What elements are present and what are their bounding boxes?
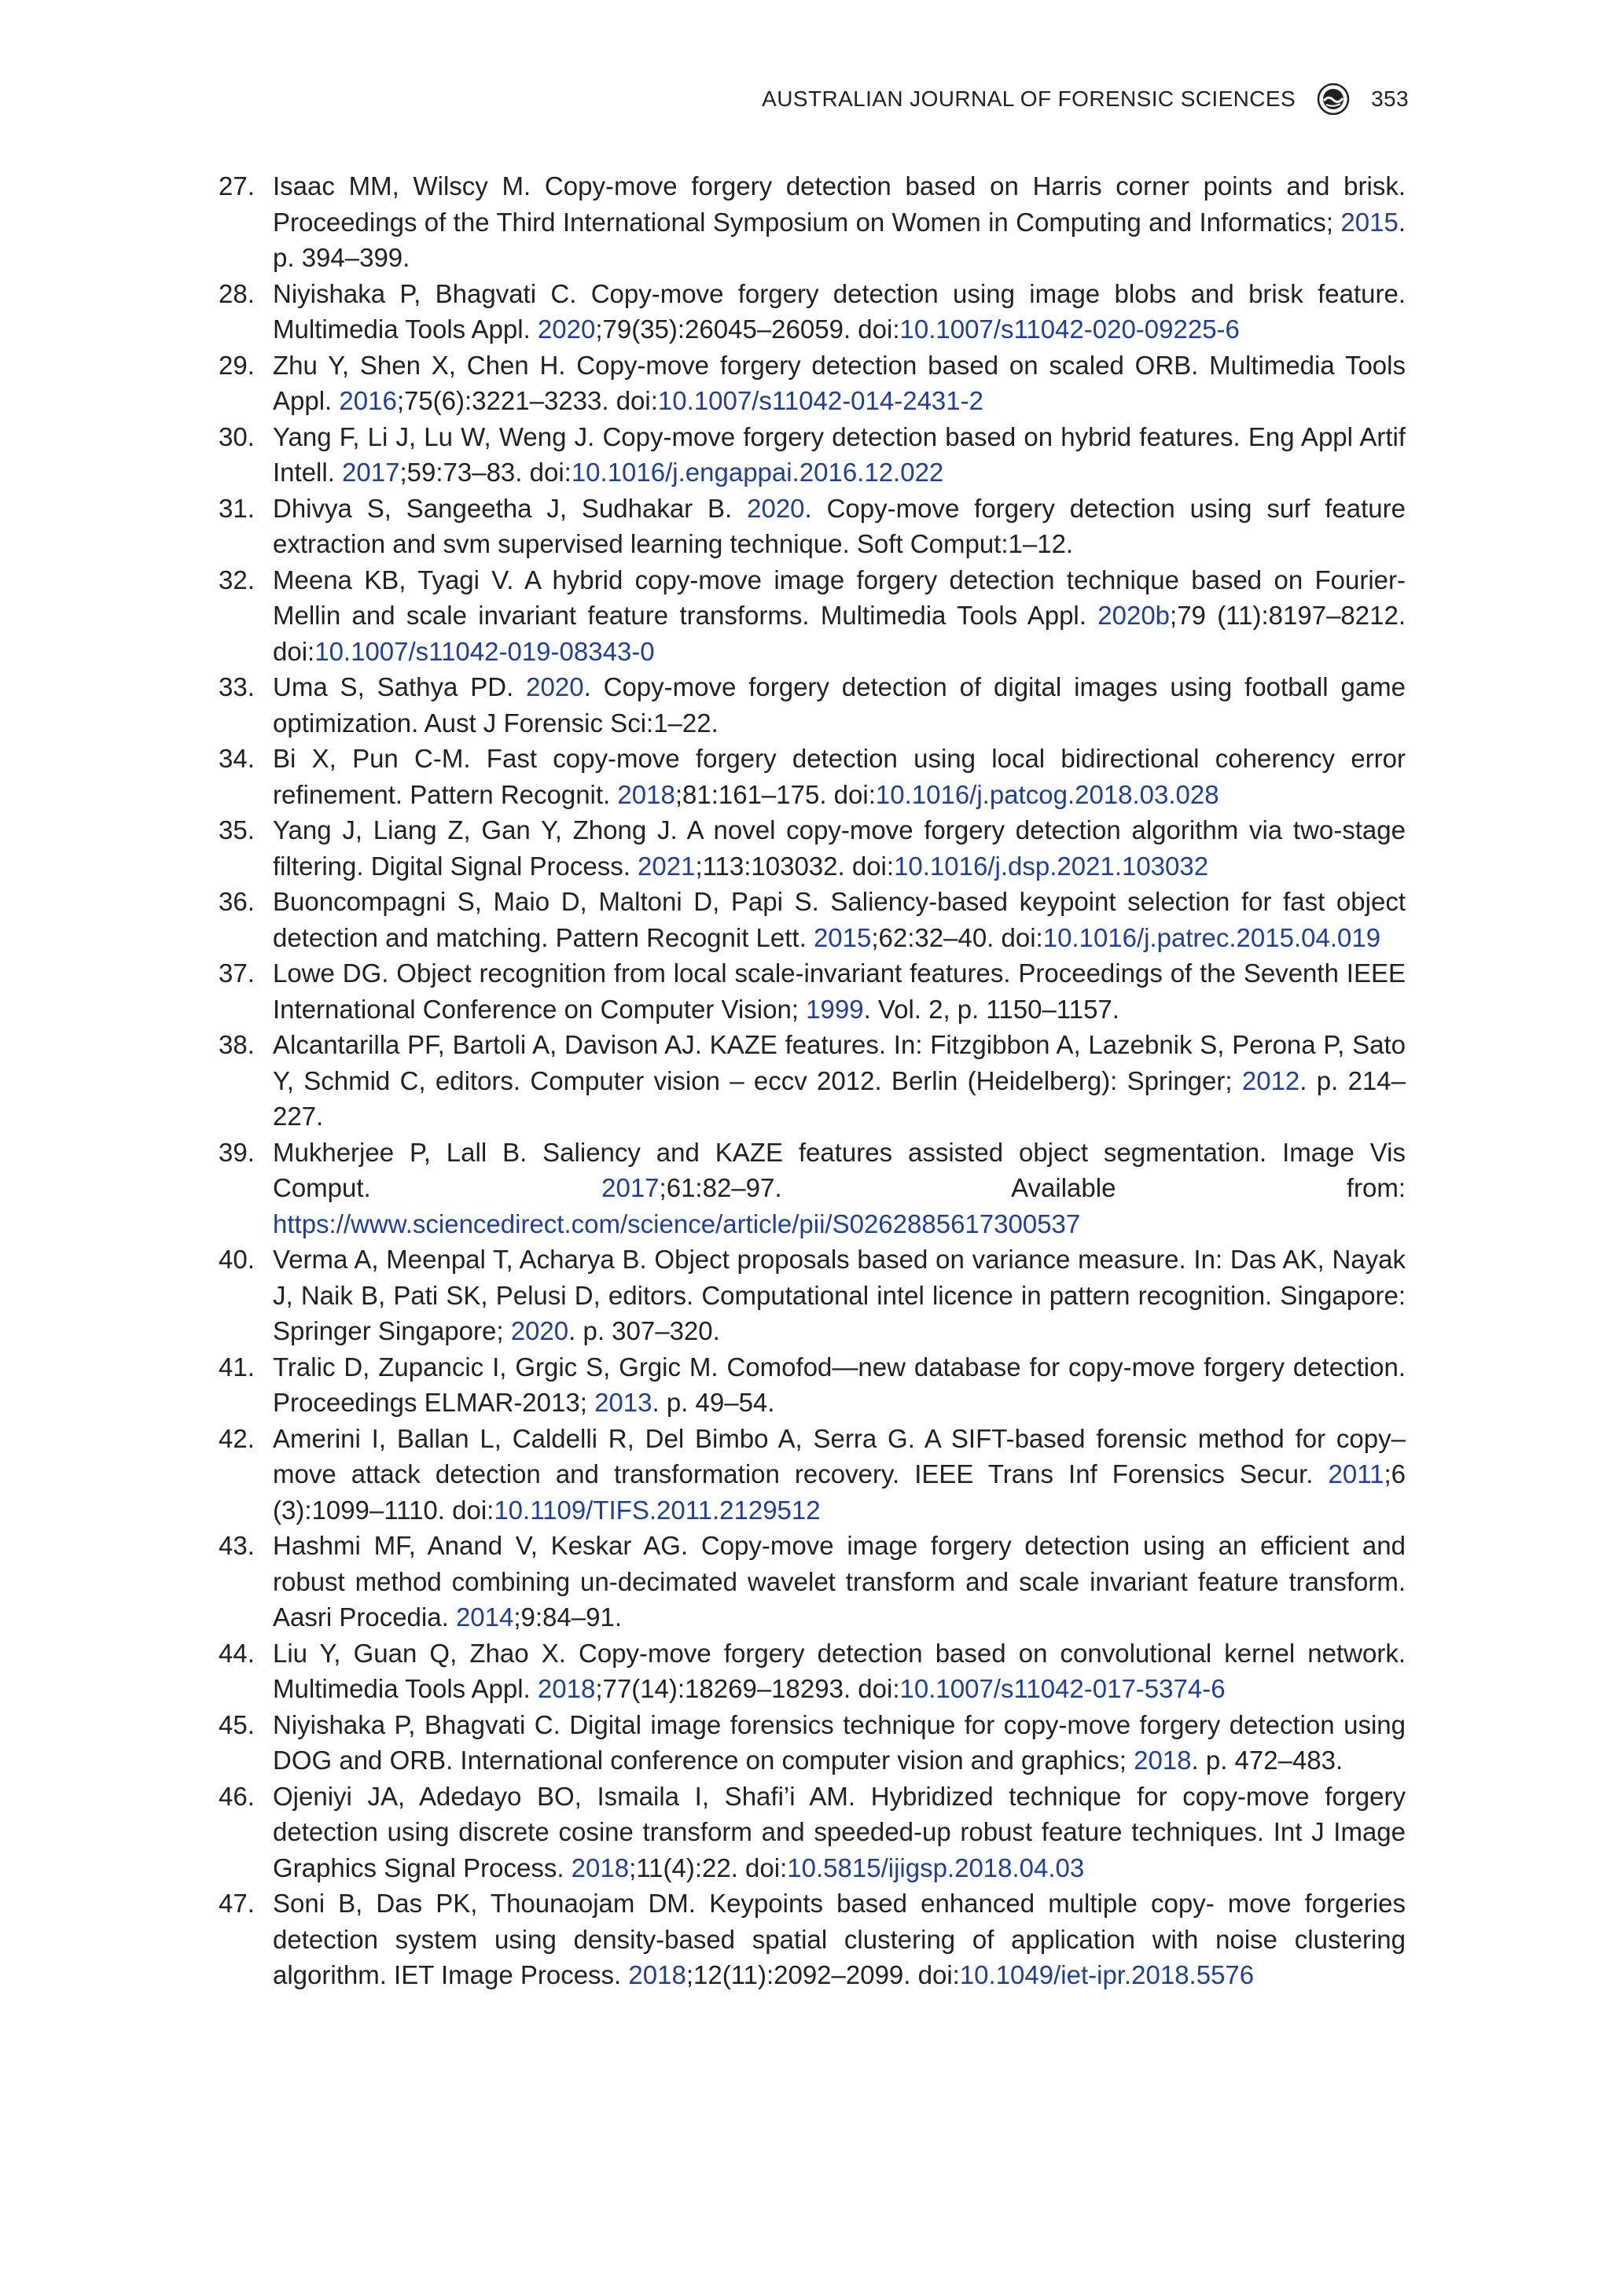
journal-title: AUSTRALIAN JOURNAL OF FORENSIC SCIENCES	[762, 86, 1296, 111]
reference-number: 44.	[219, 1638, 255, 1668]
reference-number: 40.	[219, 1245, 255, 1274]
reference-text-segment: ;59:73–83. doi:	[399, 458, 572, 487]
reference-link[interactable]: 2018	[571, 1853, 630, 1882]
reference-link[interactable]: 10.1007/s11042-020-09225-6	[899, 315, 1240, 344]
reference-text	[273, 1636, 1406, 1707]
reference-link[interactable]: 10.1016/j.patrec.2015.04.019	[1042, 922, 1381, 952]
reference-text	[273, 1779, 1406, 1886]
reference-link[interactable]: 10.1016/j.dsp.2021.103032	[894, 851, 1209, 881]
reference-number: 29.	[219, 350, 255, 380]
reference-item	[219, 1135, 1406, 1242]
reference-text-segment: ;61:82–97. Available from:	[659, 1173, 1406, 1202]
reference-item	[219, 741, 1406, 812]
reference-item	[219, 1242, 1406, 1349]
reference-link[interactable]: https://www.sciencedirect.com/science/article/pii/S0262885617300537	[273, 1209, 1081, 1238]
reference-text-segment: ;113:103032. doi:	[695, 851, 895, 881]
reference-number: 37.	[219, 959, 255, 988]
reference-text-segment: Ojeniyi JA, Adedayo BO, Ismaila I, Shafi’i AM. Hybridized technique for copy-move forgery detection using discrete cosine transform and speeded-up robust feature techniques. Int J Image Graphics Signal Process.	[273, 1781, 1406, 1882]
reference-item	[219, 1779, 1406, 1886]
reference-text-segment: Isaac MM, Wilscy M. Copy-move forgery detection based on Harris corner points and brisk. Proceedings of the Third International Symposium on Women in Computing and Informatics;	[273, 171, 1406, 237]
reference-link[interactable]: 2020	[510, 1316, 569, 1345]
reference-link[interactable]: 10.1109/TIFS.2011.2129512	[494, 1495, 821, 1525]
reference-text-segment: . p. 307–320.	[568, 1316, 720, 1345]
reference-text-segment: Amerini I, Ballan L, Caldelli R, Del Bimbo A, Serra G. A SIFT-based forensic method for copy–move attack detection and transformation recovery. IEEE Trans Inf Forensics Secur.	[273, 1423, 1406, 1488]
reference-text-segment: Niyishaka P, Bhagvati C. Digital image forensics technique for copy-move forgery detection using DOG and ORB. International conference on computer vision and graphics;	[273, 1709, 1406, 1775]
reference-text-segment: Verma A, Meenpal T, Acharya B. Object proposals based on variance measure. In: Das AK, Nayak J, Naik B, Pati SK, Pelusi D, editors. Computational intel licence in pattern recognition. Singapore: Springer Singapore;	[273, 1245, 1406, 1345]
reference-link[interactable]: 10.1007/s11042-019-08343-0	[314, 636, 655, 666]
reference-text-segment: ;77(14):18269–18293. doi:	[595, 1674, 900, 1703]
reference-text	[273, 1027, 1406, 1135]
reference-item	[219, 1027, 1406, 1135]
reference-item	[219, 1349, 1406, 1421]
reference-link[interactable]: 2018	[628, 1960, 686, 1989]
reference-number: 32.	[219, 565, 255, 594]
reference-text	[273, 1528, 1406, 1636]
reference-link[interactable]: 2014	[455, 1602, 514, 1632]
reference-link[interactable]: 2018	[1134, 1746, 1192, 1775]
reference-link[interactable]: 2020	[537, 315, 596, 344]
reference-text	[273, 1421, 1406, 1529]
reference-link[interactable]: 2020	[747, 493, 805, 523]
reference-item	[219, 1707, 1406, 1779]
running-header	[762, 82, 1409, 116]
page-number: 353	[1371, 86, 1409, 111]
reference-number: 38.	[219, 1030, 255, 1059]
reference-number: 46.	[219, 1781, 255, 1811]
reference-link[interactable]: 2015	[1340, 207, 1399, 237]
reference-link[interactable]: 1999	[806, 994, 864, 1024]
reference-text-segment: . p. 49–54.	[652, 1388, 775, 1417]
reference-number: 43.	[219, 1531, 255, 1560]
reference-link[interactable]: 10.5815/ijigsp.2018.04.03	[787, 1853, 1085, 1882]
reference-text	[273, 1349, 1406, 1421]
reference-number: 47.	[219, 1889, 255, 1918]
reference-text-segment: . Copy-move forgery detection using surf feature extraction and svm supervised learning technique. Soft Comput:1–12.	[273, 493, 1406, 558]
reference-text	[273, 741, 1406, 812]
reference-number: 34.	[219, 744, 255, 773]
reference-item	[219, 348, 1406, 419]
reference-link[interactable]: 2018	[537, 1674, 596, 1703]
reference-text	[273, 491, 1406, 562]
reference-link[interactable]: 2018	[617, 779, 675, 809]
reference-text-segment: Niyishaka P, Bhagvati C. Copy-move forgery detection using image blobs and brisk feature. Multimedia Tools Appl.	[273, 278, 1406, 344]
reference-text-segment: ;62:32–40. doi:	[871, 922, 1043, 952]
reference-number: 33.	[219, 672, 255, 701]
reference-link[interactable]: 2013	[594, 1388, 652, 1417]
reference-item	[219, 1421, 1406, 1529]
reference-text-segment: ;79(35):26045–26059. doi:	[595, 315, 900, 344]
reference-number: 42.	[219, 1423, 255, 1453]
reference-text-segment: ;11(4):22. doi:	[629, 1853, 788, 1882]
reference-text-segment: Soni B, Das PK, Thounaojam DM. Keypoints based enhanced multiple copy- move forgeries detection system using density-based spatial clustering of application with noise clustering algorithm. IET Image Process.	[273, 1889, 1406, 1989]
reference-item	[219, 669, 1406, 741]
reference-text-segment: Meena KB, Tyagi V. A hybrid copy-move image forgery detection technique based on Fourier-Mellin and scale invariant feature transforms. Multimedia Tools Appl.	[273, 565, 1406, 630]
reference-number: 41.	[219, 1352, 255, 1382]
reference-link[interactable]: 2012	[1241, 1065, 1300, 1095]
reference-text-segment: . Copy-move forgery detection of digital images using football game optimization. Aust J Forensic Sci:1–22.	[273, 672, 1406, 738]
reference-number: 35.	[219, 815, 255, 844]
reference-text	[273, 1242, 1406, 1349]
reference-link[interactable]: 2011	[1328, 1459, 1384, 1488]
journal-logo-icon	[1316, 82, 1351, 116]
reference-text	[273, 562, 1406, 670]
reference-text	[273, 276, 1406, 348]
reference-link[interactable]: 2020	[526, 672, 584, 701]
reference-item	[219, 276, 1406, 348]
reference-text	[273, 669, 1406, 741]
reference-text-segment: Yang J, Liang Z, Gan Y, Zhong J. A novel copy-move forgery detection algorithm via two-stage filtering. Digital Signal Process.	[273, 815, 1406, 881]
reference-link[interactable]: 2017	[601, 1173, 660, 1202]
reference-text-segment: ;6 (3):1099–1110. doi:	[273, 1459, 1406, 1525]
reference-text-segment: Hashmi MF, Anand V, Keskar AG. Copy-move image forgery detection using an efficient and robust method combining un-decimated wavelet transform and scale invariant feature transform. Aasri Procedia.	[273, 1531, 1406, 1632]
reference-text-segment: Tralic D, Zupancic I, Grgic S, Grgic M. Comofod—new database for copy-move forgery detection. Proceedings ELMAR-2013;	[273, 1352, 1406, 1417]
reference-item	[219, 1636, 1406, 1707]
reference-item	[219, 955, 1406, 1027]
reference-text-segment: Liu Y, Guan Q, Zhao X. Copy-move forgery detection based on convolutional kernel network. Multimedia Tools Appl.	[273, 1638, 1406, 1703]
reference-text	[273, 955, 1406, 1027]
reference-text	[273, 1707, 1406, 1779]
reference-item	[219, 491, 1406, 562]
reference-text	[273, 419, 1406, 491]
reference-text	[273, 348, 1406, 419]
reference-text-segment: ;75(6):3221–3233. doi:	[396, 386, 658, 415]
reference-number: 31.	[219, 493, 255, 523]
reference-text	[273, 884, 1406, 955]
reference-text-segment: Lowe DG. Object recognition from local scale-invariant features. Proceedings of the Seventh IEEE International Conference on Computer Vision;	[273, 959, 1406, 1024]
reference-text-segment: Zhu Y, Shen X, Chen H. Copy-move forgery detection based on scaled ORB. Multimedia Tools Appl.	[273, 350, 1406, 415]
reference-link[interactable]: 10.1016/j.engappai.2016.12.022	[571, 458, 944, 487]
reference-link[interactable]: 2017	[342, 458, 400, 487]
reference-item	[219, 419, 1406, 491]
reference-text-segment: . p. 214–227.	[273, 1065, 1406, 1131]
reference-text	[273, 1886, 1406, 1993]
reference-item	[219, 1528, 1406, 1636]
reference-item	[219, 562, 1406, 670]
reference-link[interactable]: 2015	[813, 922, 872, 952]
reference-number: 39.	[219, 1137, 255, 1167]
reference-item	[219, 884, 1406, 955]
reference-text-segment: Alcantarilla PF, Bartoli A, Davison AJ. KAZE features. In: Fitzgibbon A, Lazebnik S, Perona P, Sato Y, Schmid C, editors. Computer vision – eccv 2012. Berlin (Heidelberg): Springer;	[273, 1030, 1406, 1095]
reference-link[interactable]: 10.1007/s11042-017-5374-6	[899, 1674, 1226, 1703]
reference-text	[273, 1135, 1406, 1242]
reference-text-segment: . p. 472–483.	[1191, 1746, 1344, 1775]
reference-text-segment: ;79 (11):8197–8212. doi:	[273, 601, 1406, 666]
reference-number: 27.	[219, 171, 255, 201]
reference-text	[273, 168, 1406, 276]
reference-text-segment: ;9:84–91.	[513, 1602, 622, 1632]
reference-text-segment: ;81:161–175. doi:	[675, 779, 876, 809]
reference-link[interactable]: 2020b	[1097, 601, 1171, 630]
reference-number: 45.	[219, 1709, 255, 1739]
reference-text-segment: Bi X, Pun C-M. Fast copy-move forgery detection using local bidirectional coherency error refinement. Pattern Recognit.	[273, 744, 1406, 809]
reference-number: 30.	[219, 421, 255, 451]
reference-link[interactable]: 10.1049/iet-ipr.2018.5576	[959, 1960, 1255, 1989]
reference-text-segment: . p. 394–399.	[273, 207, 1406, 272]
reference-link[interactable]: 2021	[638, 851, 696, 881]
reference-link[interactable]: 10.1016/j.patcog.2018.03.028	[875, 779, 1219, 809]
reference-text-segment: Mukherjee P, Lall B. Saliency and KAZE features assisted object segmentation. Image Vis Comput.	[273, 1137, 1406, 1202]
reference-number: 28.	[219, 278, 255, 308]
reference-item	[219, 812, 1406, 884]
reference-link[interactable]: 10.1007/s11042-014-2431-2	[657, 386, 983, 415]
reference-item	[219, 168, 1406, 276]
reference-list	[219, 168, 1406, 1993]
reference-text-segment: . Vol. 2, p. 1150–1157.	[863, 994, 1119, 1024]
reference-text-segment: ;12(11):2092–2099. doi:	[686, 1960, 960, 1989]
reference-text-segment: Uma S, Sathya PD.	[273, 672, 527, 701]
reference-link[interactable]: 2016	[339, 386, 397, 415]
reference-text-segment: Buoncompagni S, Maio D, Maltoni D, Papi S. Saliency-based keypoint selection for fast object detection and matching. Pattern Recognit Lett.	[273, 887, 1406, 952]
reference-number: 36.	[219, 887, 255, 916]
reference-item	[219, 1886, 1406, 1993]
reference-text-segment: Yang F, Li J, Lu W, Weng J. Copy-move forgery detection based on hybrid features. Eng Appl Artif Intell.	[273, 421, 1406, 487]
reference-text-segment: Dhivya S, Sangeetha J, Sudhakar B.	[273, 493, 748, 523]
reference-text	[273, 812, 1406, 884]
